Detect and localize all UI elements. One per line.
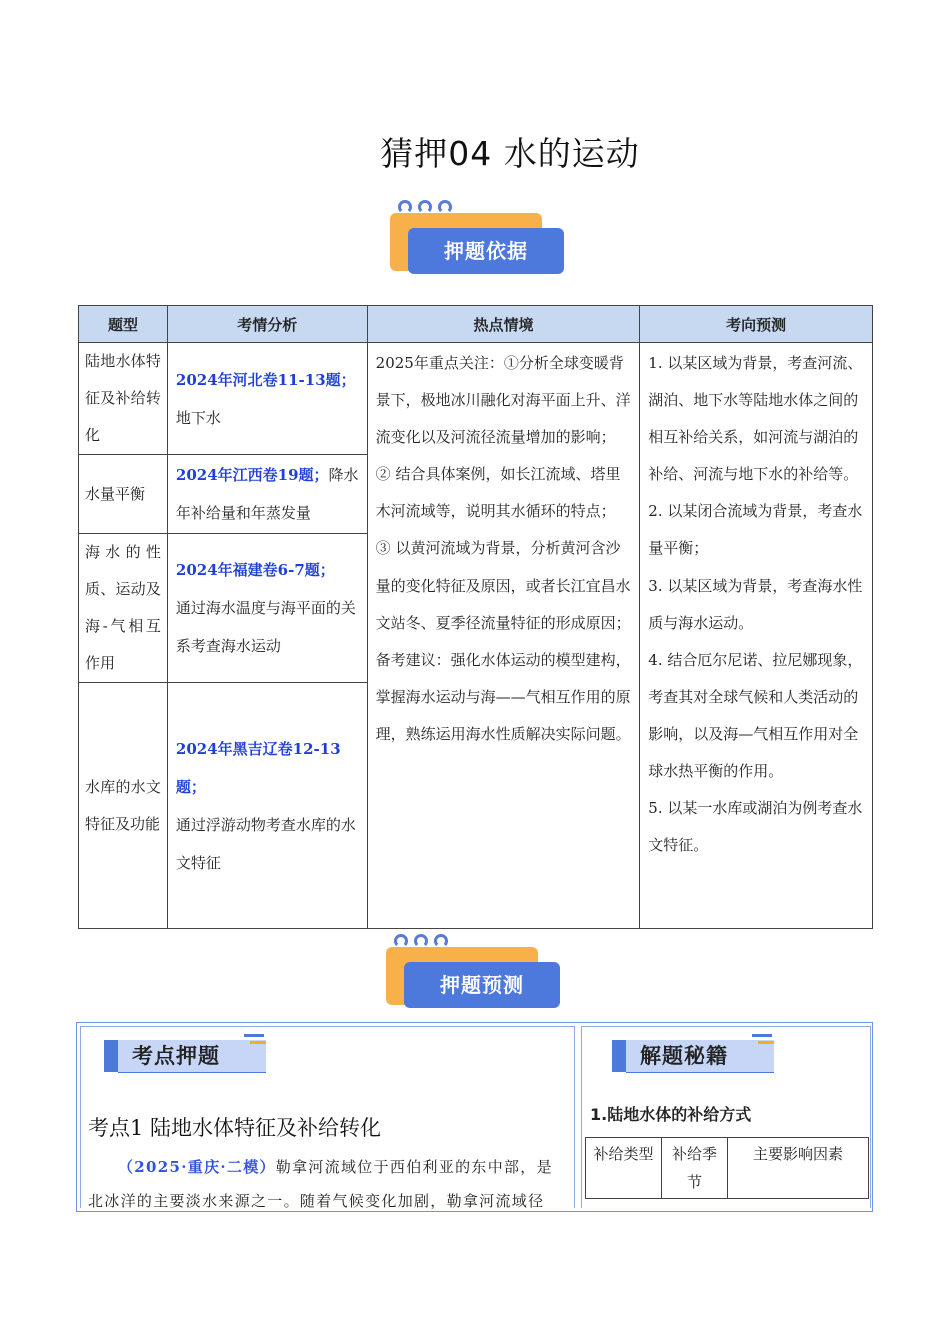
table-header: 主要影响因素 <box>728 1138 869 1199</box>
table-header: 题型 <box>79 306 168 343</box>
question-type: 水量平衡 <box>79 455 168 534</box>
table-header: 热点情境 <box>367 306 640 343</box>
tips-tag: 解题秘籍 <box>612 1036 782 1076</box>
page-title: 猜押04 水的运动 <box>380 134 640 173</box>
exam-analysis: 2024年福建卷6-7题； 通过海水温度与海平面的关系考查海水运动 <box>167 534 367 683</box>
hotspot-context: 2025年重点关注：①分析全球变暖背景下，极地冰川融化对海平面上升、洋流变化以及河流径流量增加的影响； ② 结合具体案例，如长江流域、塔里木河流域等，说明其水循环的特点； ③ 以黄河流域为背景，分析黄河含沙量的变化特征及原因，或者长江宜昌水文站冬、夏季径流量特征的形成原因； 备考建议：强化水体运动的模型建构，掌握海水运动与海——气相互作用的原理，熟练运用海水性质解决实际问题。 <box>367 343 640 929</box>
question-type: 水库的水文特征及功能 <box>79 683 168 929</box>
table-header-row <box>79 306 873 343</box>
recharge-table <box>585 1137 869 1199</box>
section-banner-basis <box>384 200 574 280</box>
trend-prediction: 1. 以某区域为背景，考查河流、湖泊、地下水等陆地水体之间的相互补给关系，如河流与湖泊的补给、河流与地下水的补给等。 2. 以某闭合流域为背景，考查水量平衡； 3. 以某区域为背景，考查海水性质与海水运动。 4. 结合厄尔尼诺、拉尼娜现象，考查其对全球气候和人类活动的影响，以及海—气相互作用对全球水热平衡的作用。 5. 以某一水库或湖泊为例考查水文特征。 <box>640 343 873 929</box>
tips-heading: 1.陆地水体的补给方式 <box>590 1105 752 1124</box>
table-row <box>79 343 873 455</box>
exam-analysis: 2024年河北卷11-13题；地下水 <box>167 343 367 455</box>
table-header: 考向预测 <box>640 306 873 343</box>
section-banner-prediction <box>380 934 570 1014</box>
table-header-row <box>586 1138 869 1199</box>
key-point-heading: 考点1 陆地水体特征及补给转化 <box>88 1116 382 1140</box>
table-header: 考情分析 <box>167 306 367 343</box>
banner-label: 押题预测 <box>404 962 560 1008</box>
question-type: 陆地水体特征及补给转化 <box>79 343 168 455</box>
question-text: （2025·重庆·二模）勒拿河流域位于西伯利亚的东中部，是北冰洋的主要淡水来源之一。随着气候变化加剧，勒拿河流域径 <box>88 1158 553 1210</box>
exam-analysis: 2024年黑吉辽卷12-13题； 通过浮游动物考查水库的水文特征 <box>167 683 367 929</box>
key-point-tag: 考点押题 <box>104 1036 274 1076</box>
table-header: 补给类型 <box>586 1138 662 1199</box>
question-type: 海水的性质、运动及海-气相互作用 <box>79 534 168 683</box>
table-header: 补给季节 <box>662 1138 728 1199</box>
banner-label: 押题依据 <box>408 228 564 274</box>
exam-analysis: 2024年江西卷19题；降水年补给量和年蒸发量 <box>167 455 367 534</box>
analysis-table <box>78 305 873 929</box>
